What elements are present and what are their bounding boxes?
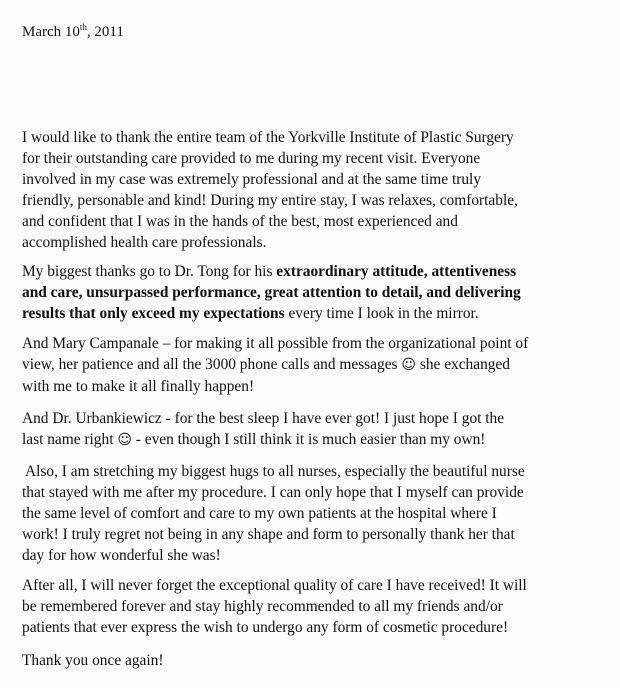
plain-text: last name right bbox=[22, 431, 118, 448]
text-line: that stayed with me after my procedure. I can only hope that I myself can provide bbox=[22, 484, 524, 501]
paragraph-thanks-dr-urbankiewicz bbox=[22, 408, 612, 451]
bold-text: results that only exceed my expectations bbox=[22, 305, 285, 322]
letter-date bbox=[22, 22, 124, 42]
text-line: be remembered forever and stay highly recommended to all my friends and/or bbox=[22, 598, 503, 615]
paragraph-thanks-dr-tong bbox=[22, 261, 612, 324]
plain-text: every time I look in the mirror. bbox=[284, 305, 479, 322]
plain-text: My biggest thanks go to Dr. Tong for his bbox=[22, 263, 277, 280]
text-line: the same level of comfort and care to my own patients at the hospital where I bbox=[22, 505, 497, 522]
bold-text: extraordinary attitude, attentiveness bbox=[276, 263, 517, 280]
paragraph-closing bbox=[22, 575, 612, 638]
text-line: Also, I am stretching my biggest hugs to all nurses, especially the beautiful nurse bbox=[22, 463, 525, 480]
paragraph-thanks-mary bbox=[22, 333, 612, 397]
paragraph-thanks-nurses bbox=[22, 461, 612, 566]
text-line: Thank you once again! bbox=[22, 652, 164, 669]
text-line: with me to make it all finally happen! bbox=[22, 378, 255, 395]
text-line: accomplished health care professionals. bbox=[22, 234, 267, 251]
date-year: , 2011 bbox=[86, 24, 124, 40]
text-line: day for how wonderful she was! bbox=[22, 547, 221, 564]
date-ordinal-suffix: th bbox=[79, 22, 87, 32]
text-line: After all, I will never forget the exceptional quality of care I have received! It will bbox=[22, 577, 527, 594]
text-line bbox=[22, 354, 612, 376]
date-month-day: March 10 bbox=[22, 24, 80, 40]
paragraph-thanks-team bbox=[22, 127, 612, 253]
bold-text-line: and care, unsurpassed performance, great attention to detail, and delivering bbox=[22, 284, 521, 301]
text-line: and confident that I was in the hands of the best, most experienced and bbox=[22, 213, 458, 230]
text-line: involved in my case was extremely professional and at the same time truly bbox=[22, 171, 482, 188]
text-line: patients that ever express the wish to undergo any form of cosmetic procedure! bbox=[22, 619, 509, 636]
text-line: work! I truly regret not being in any shape and form to personally thank her that bbox=[22, 526, 515, 543]
smiley-icon: ☺ bbox=[401, 357, 416, 373]
text-line: And Dr. Urbankiewicz - for the best sleep I have ever got! I just hope I got the bbox=[22, 410, 505, 427]
text-line: friendly, personable and kind! During my entire stay, I was relaxes, comfortable, bbox=[22, 192, 518, 209]
text-line bbox=[22, 303, 612, 324]
smiley-icon: ☺ bbox=[117, 432, 132, 448]
text-line bbox=[22, 429, 612, 451]
text-line: for their outstanding care provided to me during my recent visit. Everyone bbox=[22, 150, 481, 167]
plain-text: view, her patience and all the 3000 phone calls and messages bbox=[22, 356, 402, 373]
plain-text: she exchanged bbox=[415, 356, 510, 373]
text-line: And Mary Campanale – for making it all possible from the organizational point of bbox=[22, 335, 529, 352]
plain-text: - even though I still think it is much easier than my own! bbox=[131, 431, 486, 448]
text-line: I would like to thank the entire team of the Yorkville Institute of Plastic Surgery bbox=[22, 129, 514, 146]
paragraph-sign-off bbox=[22, 650, 612, 671]
text-line bbox=[22, 261, 612, 282]
